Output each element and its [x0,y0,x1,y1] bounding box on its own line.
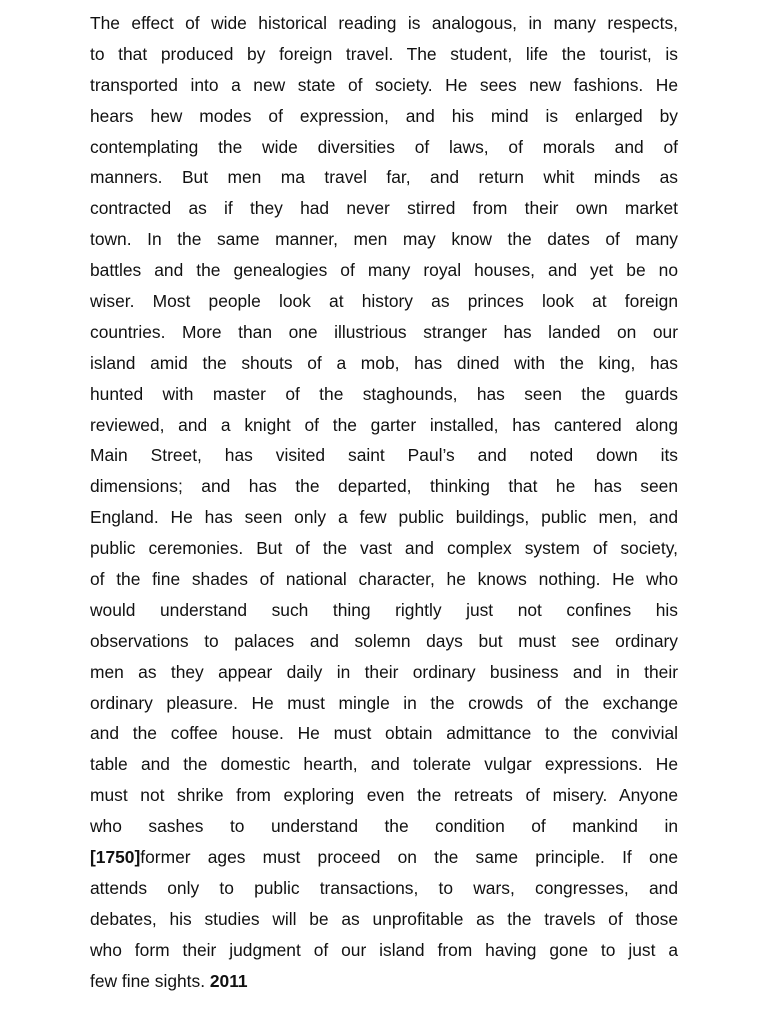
text-line-1: The effect of wide historical reading is analogous, in many respects, [90,13,678,33]
document-page [90,8,678,997]
text-line-4: hears hew modes of expression, and his mind is enlarged by [90,105,678,126]
text-line-28-rest: former ages must proceed on the same principle. If one [140,847,678,868]
text-line-26: must not shrike from exploring even the retreats of misery. Anyone [90,785,678,806]
text-line-22: men as they appear daily in their ordinary business and in their [90,661,678,682]
text-line-29: attends only to public transactions, to wars, congresses, and [90,877,678,898]
text-line-21: observations to palaces and solemn days but must see ordinary [90,630,678,651]
text-line-30: debates, his studies will be as unprofitable as the travels of those [90,908,678,929]
text-line-8: town. In the same manner, men may know the dates of many [90,229,678,250]
text-line-28 [90,842,678,873]
text-line-32 [90,966,678,997]
text-line-2: to that produced by foreign travel. The student, life the tourist, is [90,43,678,64]
text-line-5: contemplating the wide diversities of laws, of morals and of [90,136,678,157]
text-line-20: would understand such thing rightly just not confines his [90,599,678,620]
text-line-15: Main Street, has visited saint Paul’s and noted down its [90,445,678,466]
bracket-marker: [1750] [90,847,141,868]
text-line-31: who form their judgment of our island from having gone to just a [90,939,678,960]
text-line-9: battles and the genealogies of many royal houses, and yet be no [90,260,678,281]
text-line-18: public ceremonies. But of the vast and complex system of society, [90,538,678,559]
text-line-3: transported into a new state of society. He sees new fashions. He [90,74,678,95]
text-line-10: wiser. Most people look at history as princes look at foreign [90,291,678,312]
text-line-27: who sashes to understand the condition of mankind in [90,816,678,837]
text-line-24: and the coffee house. He must obtain admittance to the convivial [90,723,678,744]
text-line-13: hunted with master of the staghounds, has seen the guards [90,383,678,404]
year-marker: 2011 [209,970,248,991]
text-line-7: contracted as if they had never stirred from their own market [90,198,678,219]
text-line-25: table and the domestic hearth, and tolerate vulgar expressions. He [90,754,678,775]
text-line-23: ordinary pleasure. He must mingle in the crowds of the exchange [90,692,678,713]
last-line-text: few fine sights. [90,970,210,991]
text-line-17: England. He has seen only a few public buildings, public men, and [90,507,678,528]
text-line-14: reviewed, and a knight of the garter installed, has cantered along [90,414,678,435]
text-line-11: countries. More than one illustrious stranger has landed on our [90,321,678,342]
text-line-6: manners. But men ma travel far, and return whit minds as [90,167,678,188]
text-line-19: of the fine shades of national character, he knows nothing. He who [90,569,678,590]
text-line-12: island amid the shouts of a mob, has dined with the king, has [90,352,678,373]
text-line-16: dimensions; and has the departed, thinking that he has seen [90,476,678,497]
